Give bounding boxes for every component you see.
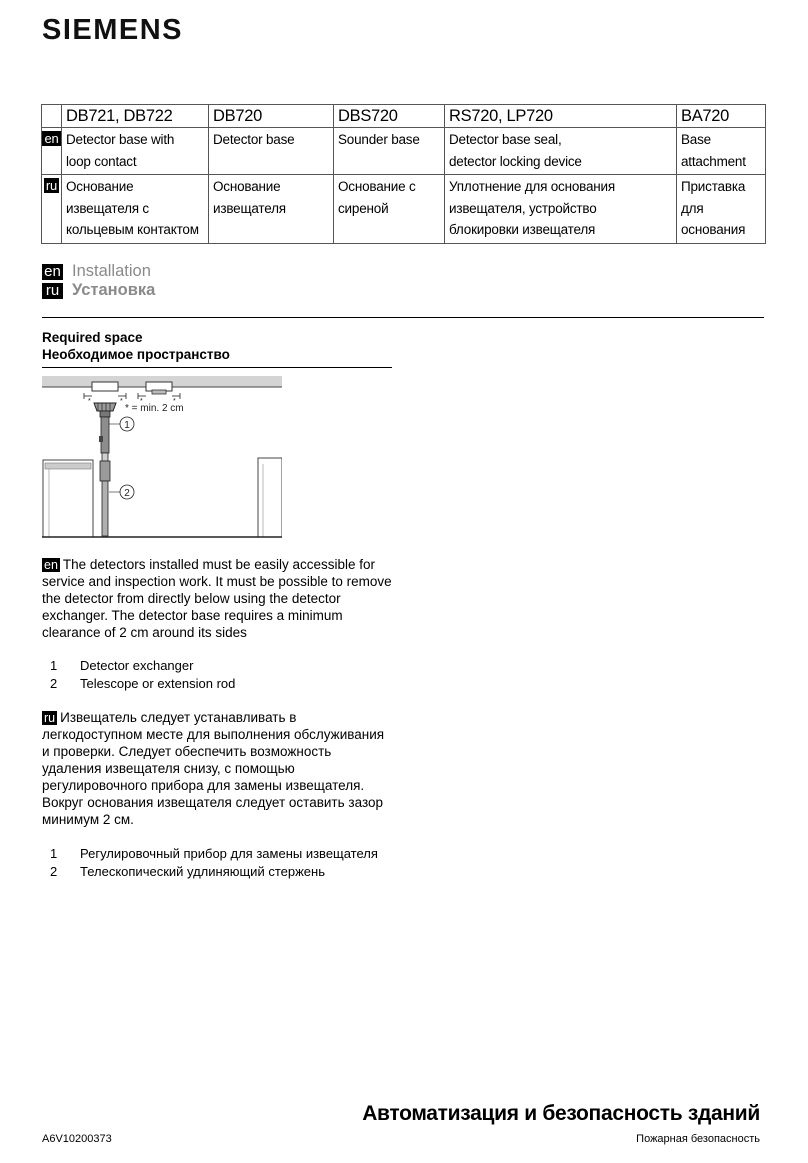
header-cell: DB720 (209, 105, 334, 128)
callout-1: 1 (124, 420, 130, 431)
lang-badge-ru: ru (42, 283, 63, 299)
lang-badge-en: en (44, 131, 59, 146)
subsection-title-ru: Необходимое пространство (42, 347, 230, 362)
header-cell: DB721, DB722 (62, 105, 209, 128)
document-id: A6V10200373 (42, 1133, 112, 1145)
paragraph-ru-text: Извещатель следует устанавливать в легкодоступном месте для выполнения обслуживания и проверки. Следует обеспечить возможность удаления извещателя снизу, с помощью регулировочного прибора для замены извещателя. Вокруг основания извещателя следует оставить зазор минимум 2 см. (42, 710, 385, 827)
table-cell: Приставка для основания (677, 175, 766, 244)
table-cell: Detector base with loop contact (62, 128, 209, 175)
table-row-ru (42, 175, 766, 244)
footer-subtitle: Пожарная безопасность (636, 1133, 760, 1145)
svg-text:*: * (88, 398, 91, 405)
legend-item: 2 Telescope or extension rod (50, 675, 236, 691)
lang-cell (42, 128, 62, 175)
legend-item: 2 Телескопический удлиняющий стержень (50, 863, 325, 879)
lang-badge-en: en (44, 558, 58, 572)
ceiling-detector (92, 382, 118, 391)
table-corner-cell (42, 105, 62, 128)
table-cell: Основание извещателя (209, 175, 334, 244)
svg-text:*: * (140, 398, 143, 405)
paragraph-en-text: The detectors installed must be easily accessible for service and inspection work. It must be possible to remove the detector from directly below using the detector exchanger. The detector base requires a minimum clearance of 2 cm around its sides (42, 557, 392, 640)
siemens-logo: SIEMENS (42, 14, 184, 46)
telescope-rod (100, 453, 110, 536)
subsection-title-en: Required space (42, 330, 143, 345)
detector-exchanger (94, 403, 116, 453)
section-title-ru: Установка (72, 281, 156, 299)
svg-text:*: * (120, 398, 123, 405)
legend-item: 1 Регулировочный прибор для замены извещателя (50, 846, 378, 861)
lang-badge-en: en (42, 264, 63, 280)
clearance-note: * = min. 2 cm (125, 403, 184, 414)
section-title-en: Installation (72, 262, 151, 280)
table-cell: Основание с сиреной (334, 175, 445, 244)
lang-cell (42, 175, 62, 244)
ceiling-detector (146, 382, 172, 394)
table-header-row (42, 105, 766, 128)
table-cell: Уплотнение для основания извещателя, устройство блокировки извещателя (445, 175, 677, 244)
table-cell: Base attachment (677, 128, 766, 175)
table-cell: Sounder base (334, 128, 445, 175)
header-cell: RS720, LP720 (445, 105, 677, 128)
table-cell: Detector base seal, detector locking device (445, 128, 677, 175)
subsection-divider (42, 367, 392, 368)
paragraph-ru (42, 709, 394, 828)
header-cell: BA720 (677, 105, 766, 128)
cabinet-right (258, 458, 282, 537)
paragraph-en (42, 556, 394, 641)
table-cell: Detector base (209, 128, 334, 175)
lang-badge-ru: ru (44, 711, 56, 725)
header-cell: DBS720 (334, 105, 445, 128)
svg-text:*: * (173, 398, 176, 405)
cabinet-left (43, 460, 93, 537)
legend-ru (50, 845, 378, 880)
legend-en (50, 657, 235, 692)
required-space-diagram (42, 376, 282, 538)
product-table (41, 104, 766, 244)
callout-2: 2 (124, 488, 130, 499)
section-header (42, 262, 155, 300)
table-cell: Основание извещателя с кольцевым контактом (62, 175, 209, 244)
table-row-en (42, 128, 766, 175)
footer-title: Автоматизация и безопасность зданий (362, 1102, 760, 1125)
lang-badge-ru: ru (45, 178, 58, 193)
legend-item: 1 Detector exchanger (50, 658, 194, 673)
section-divider (42, 317, 764, 318)
